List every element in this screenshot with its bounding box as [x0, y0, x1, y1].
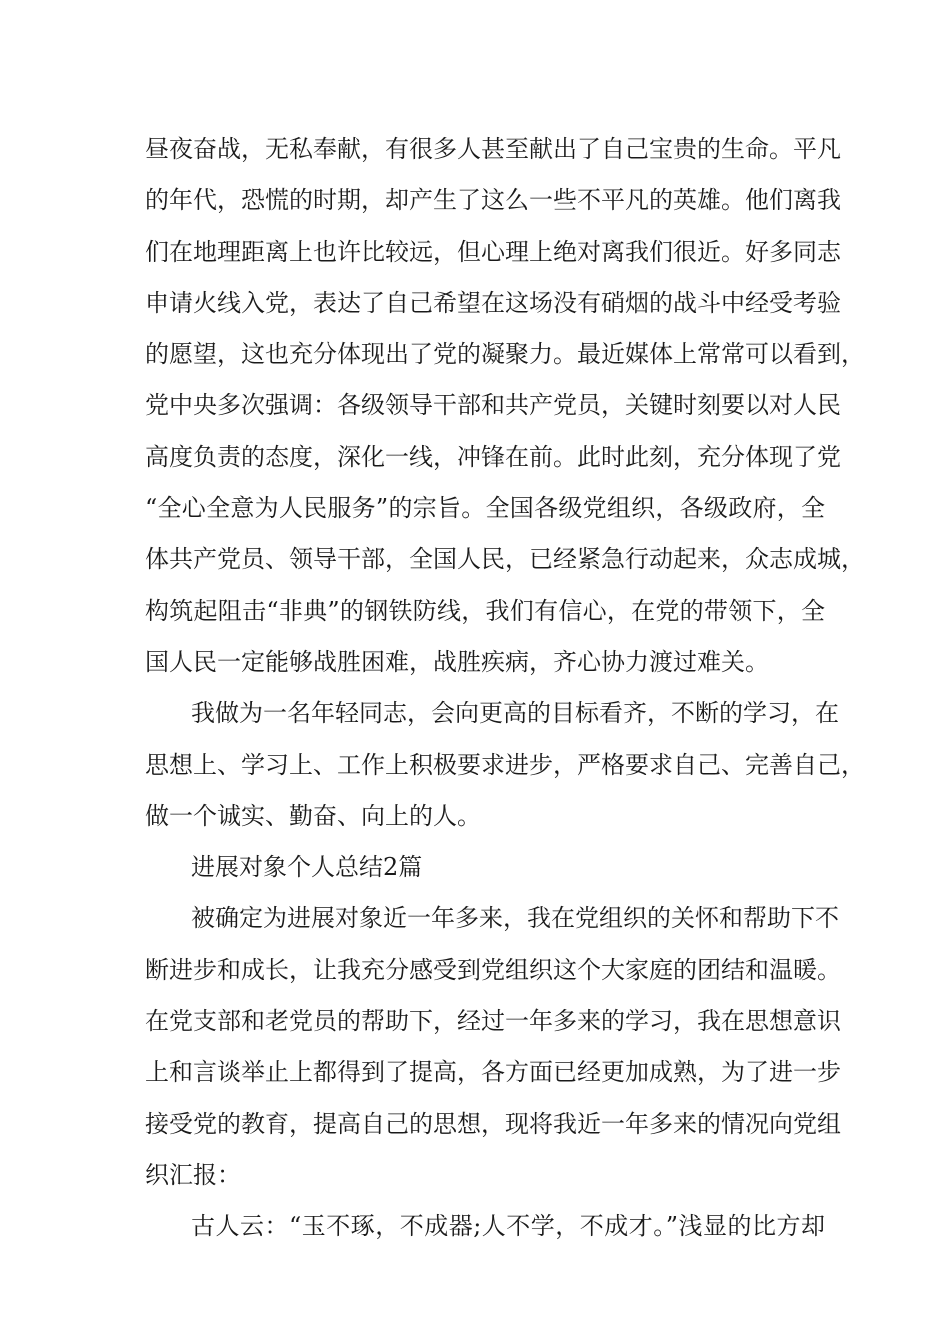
- text-line: “全心全意为人民服务”的宗旨。全国各级党组织，各级政府，全: [145, 494, 825, 523]
- text-line: 思想上、学习上、工作上积极要求进步，严格要求自己、完善自己，: [145, 750, 865, 779]
- text-line: 断进步和成长，让我充分感受到党组织这个大家庭的团结和温暖。: [145, 955, 841, 984]
- text-line: 被确定为进展对象近一年多来，我在党组织的关怀和帮助下不: [191, 904, 839, 933]
- text-line: 我做为一名年轻同志，会向更高的目标看齐，不断的学习，在: [191, 699, 839, 728]
- text-line: 进展对象个人总结2篇: [191, 853, 423, 882]
- text-line: 接受党的教育，提高自己的思想，现将我近一年多来的情况向党组: [145, 1109, 841, 1138]
- text-line: 的愿望，这也充分体现出了党的凝聚力。最近媒体上常常可以看到，: [145, 340, 865, 369]
- text-line: 在党支部和老党员的帮助下，经过一年多来的学习，我在思想意识: [145, 1007, 841, 1036]
- text-line: 党中央多次强调：各级领导干部和共产党员，关键时刻要以对人民: [145, 391, 841, 420]
- text-line: 高度负责的态度，深化一线，冲锋在前。此时此刻，充分体现了党: [145, 442, 841, 471]
- text-line: 们在地理距离上也许比较远，但心理上绝对离我们很近。好多同志: [145, 237, 841, 266]
- document-body: [145, 124, 865, 1253]
- text-line: 上和言谈举止上都得到了提高，各方面已经更加成熟，为了进一步: [145, 1058, 841, 1087]
- text-line: 国人民一定能够战胜困难，战胜疾病，齐心协力渡过难关。: [145, 647, 769, 676]
- text-line: 织汇报：: [145, 1160, 241, 1189]
- text-line: 构筑起阻击“非典”的钢铁防线，我们有信心，在党的带领下，全: [145, 596, 825, 625]
- text-line: 体共产党员、领导干部，全国人民，已经紧急行动起来，众志成城，: [145, 545, 865, 574]
- text-line: 昼夜奋战，无私奉献，有很多人甚至献出了自己宝贵的生命。平凡: [145, 135, 841, 163]
- text-line: 古人云：“玉不琢，不成器;人不学，不成才。”浅显的比方却: [191, 1212, 825, 1241]
- text-line: 做一个诚实、勤奋、向上的人。: [145, 801, 481, 830]
- text-line: 申请火线入党，表达了自己希望在这场没有硝烟的战斗中经受考验: [145, 288, 841, 317]
- text-line: 的年代，恐慌的时期，却产生了这么一些不平凡的英雄。他们离我: [145, 186, 841, 215]
